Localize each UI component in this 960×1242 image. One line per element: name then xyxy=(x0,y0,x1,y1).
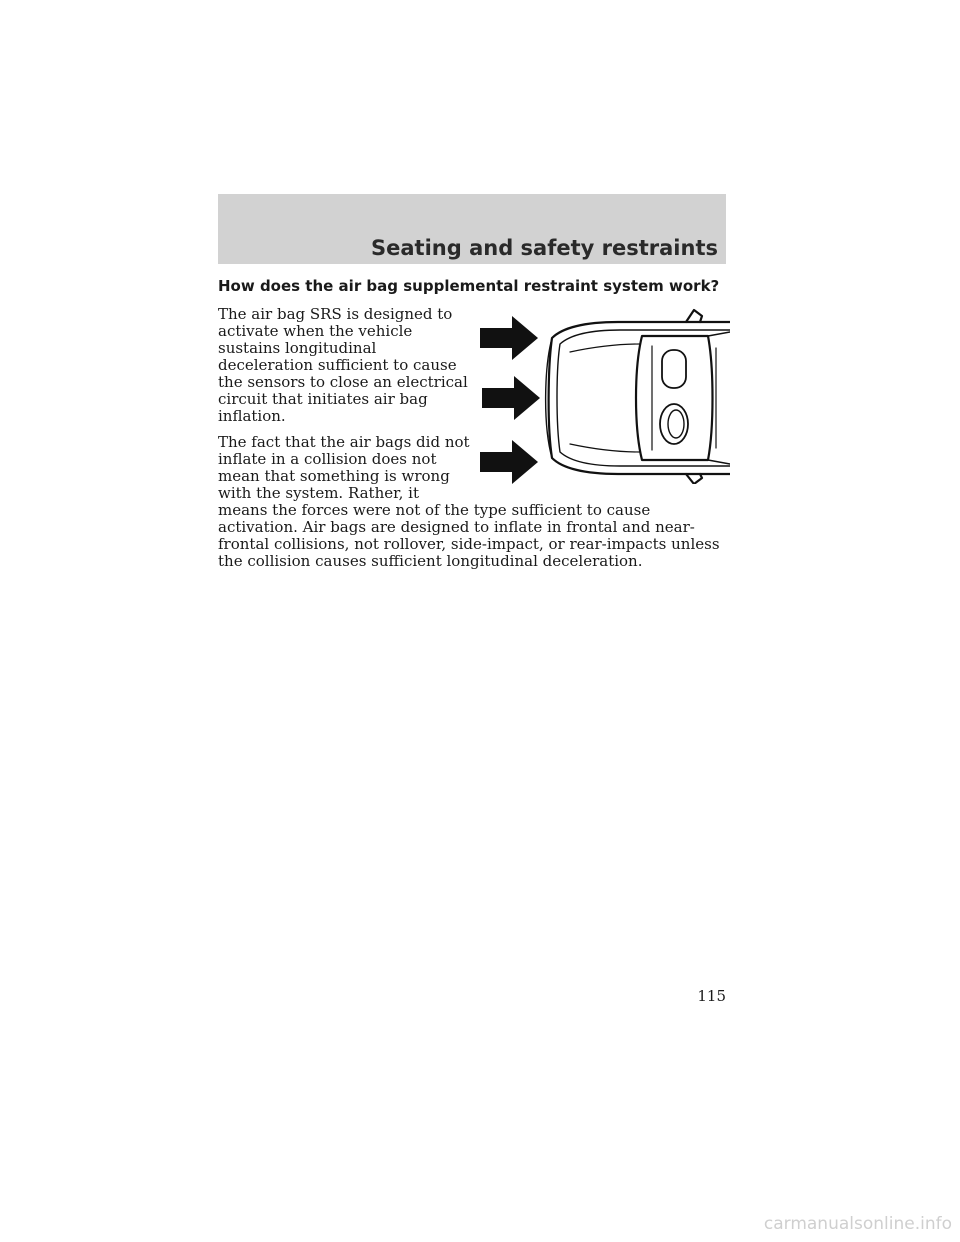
car-top-view-icon xyxy=(546,310,730,484)
frontal-impact-car-illustration-icon xyxy=(480,308,730,484)
impact-arrow-icon xyxy=(480,316,538,360)
section-header-band xyxy=(218,194,726,264)
question-heading: How does the air bag supplemental restraint system work? xyxy=(218,277,720,295)
section-title: Seating and safety restraints xyxy=(371,236,718,260)
watermark: carmanualsonline.info xyxy=(763,1214,952,1234)
page-content xyxy=(218,276,726,579)
page-number: 115 xyxy=(697,987,726,1005)
body-paragraph: The air bag SRS is designed to activate when the vehicle sustains longitudinal deceleration sufficient to cause the sensors to close an electrical circuit that initiates air bag inflation. xyxy=(218,305,468,425)
impact-arrow-icon xyxy=(482,376,540,420)
body-paragraph: The fact that the air bags did not inflate in a collision does not mean that something is wrong with the system. Rather, it means the forces were not of the type sufficient to cause activation. Air bags are designed to inflate in frontal and near-frontal collisions, not rollover, side-impact, or rear-impacts unless the collision causes sufficient longitudinal deceleration. xyxy=(218,433,720,570)
impact-arrow-icon xyxy=(480,440,538,484)
